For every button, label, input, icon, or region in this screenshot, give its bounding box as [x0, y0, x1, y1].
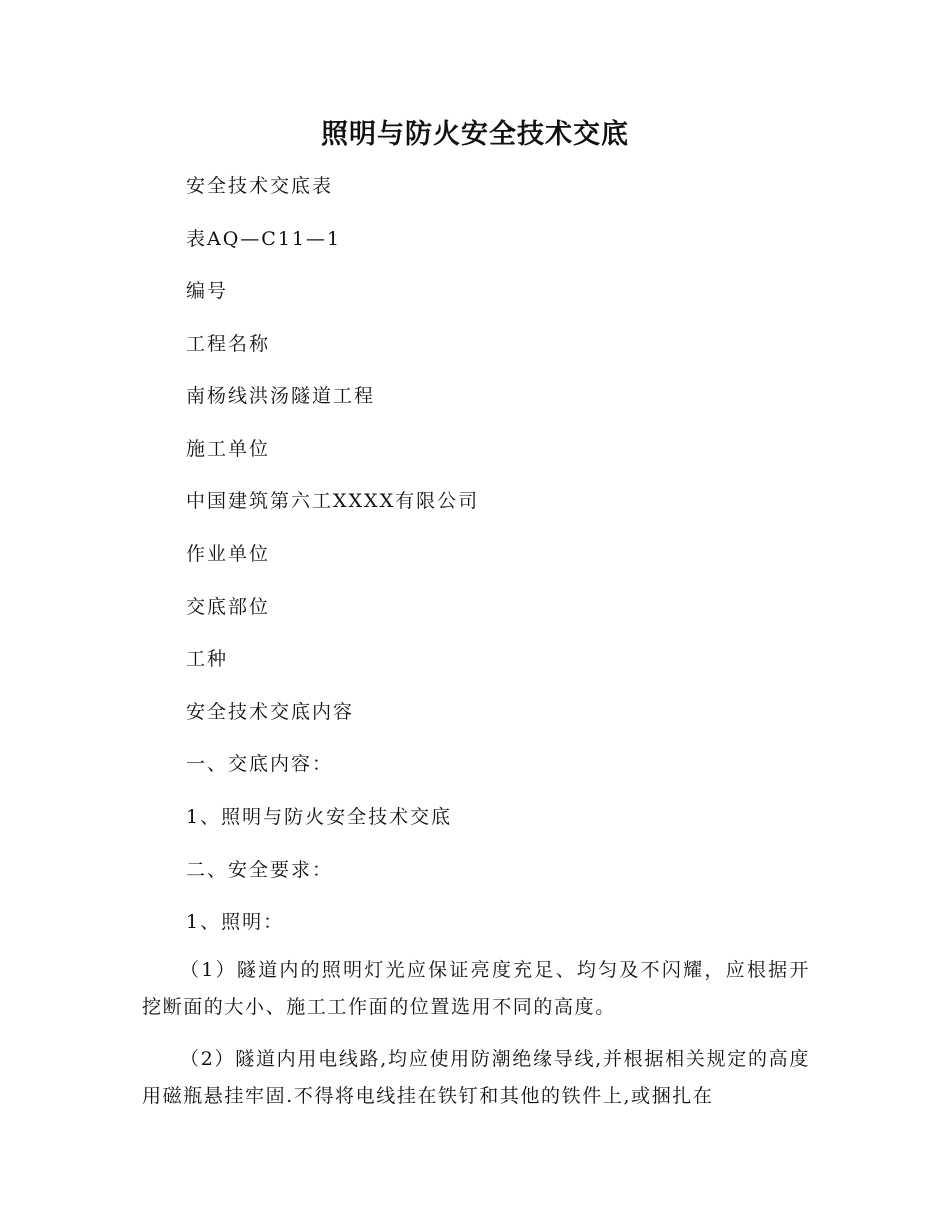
body-paragraph-1: （1）隧道内的照明灯光应保证亮度充足、均匀及不闪耀，应根据开挖断面的大小、施工工作面的位置选用不同的高度。: [142, 959, 810, 1018]
form-name-label: 安全技术交底表: [186, 175, 334, 197]
subsection-heading-lighting: 1、照明：: [186, 911, 285, 933]
form-code: 表AQ—C11—1: [186, 228, 342, 250]
section-heading-2: 二、安全要求：: [186, 859, 334, 881]
project-name-label: 工程名称: [186, 333, 271, 355]
section-item-1: 1、照明与防火安全技术交底: [186, 806, 453, 828]
construction-unit-label: 施工单位: [186, 438, 271, 460]
document-title: 照明与防火安全技术交底: [321, 119, 629, 150]
operating-unit-label: 作业单位: [186, 543, 271, 565]
project-name-value: 南杨线洪汤隧道工程: [186, 385, 376, 407]
briefing-location-label: 交底部位: [186, 596, 271, 618]
serial-number-label: 编号: [186, 280, 229, 302]
briefing-content-label: 安全技术交底内容: [186, 701, 355, 723]
body-paragraph-2: （2）隧道内用电线路,均应使用防潮绝缘导线,并根据相关规定的高度用磁瓶悬挂牢固.不得将电线挂在铁钉和其他的铁件上,或捆扎在: [142, 1048, 810, 1107]
work-type-label: 工种: [186, 648, 229, 670]
section-heading-1: 一、交底内容：: [186, 753, 334, 775]
construction-unit-value: 中国建筑第六工XXXX有限公司: [186, 490, 480, 512]
